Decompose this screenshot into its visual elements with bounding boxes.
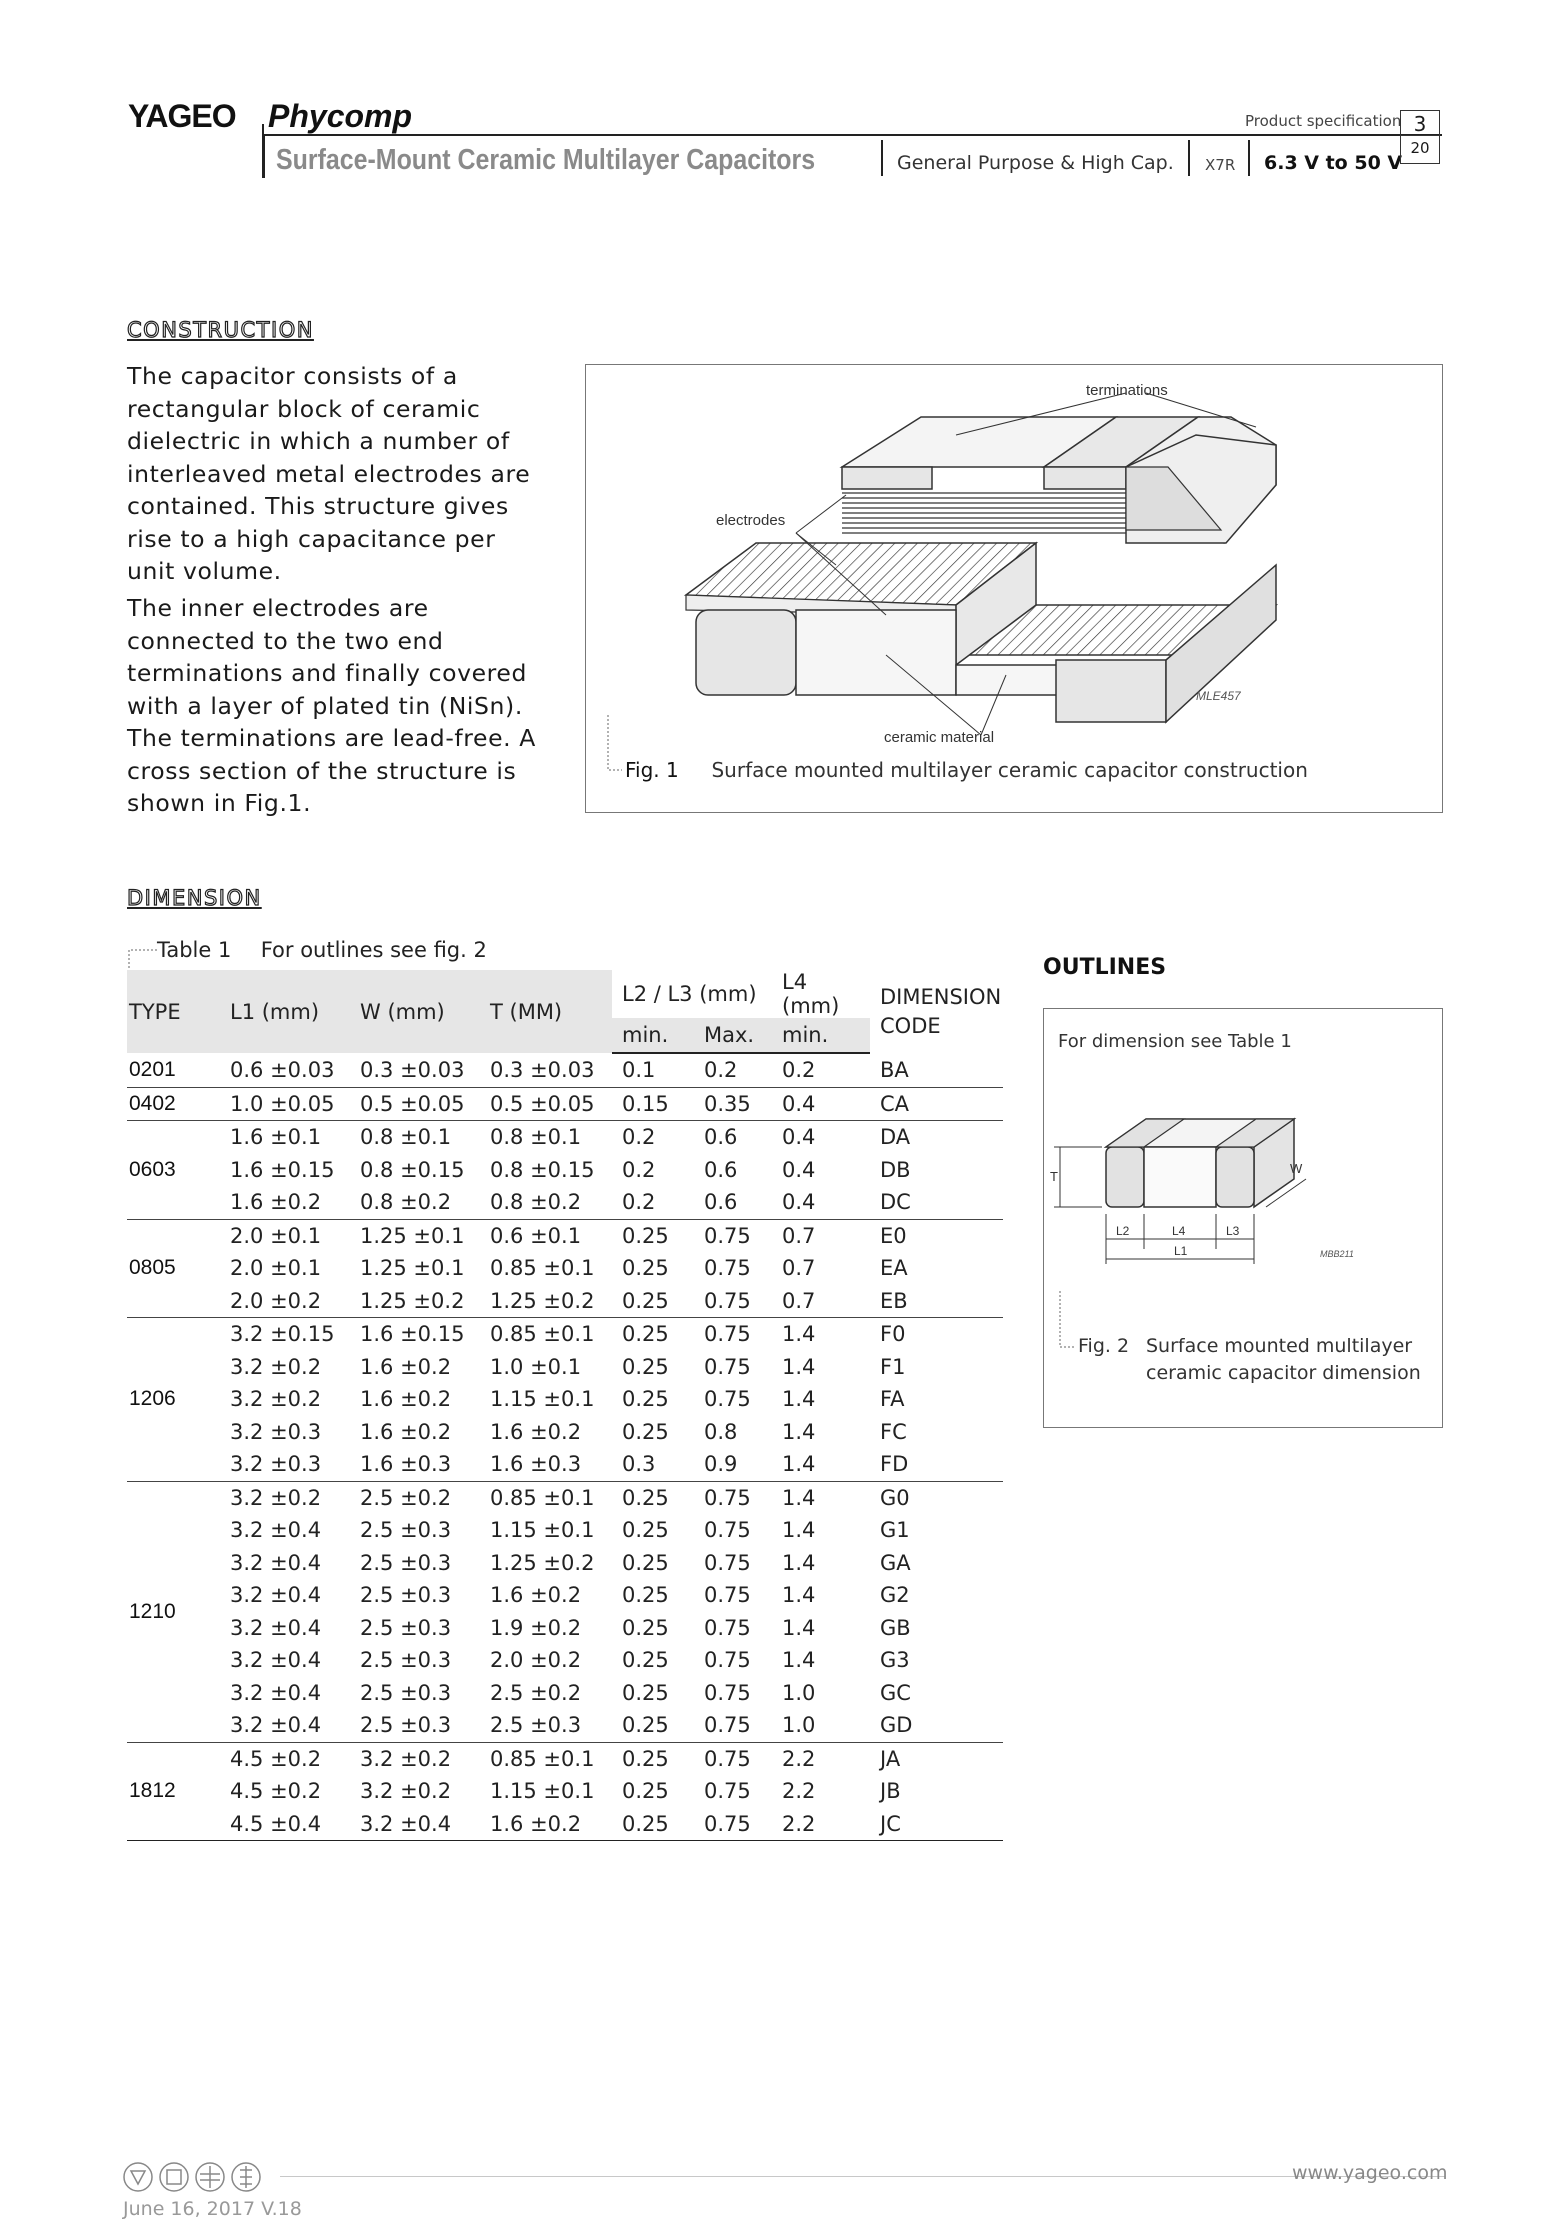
l4min-cell: 0.4 (782, 1125, 816, 1150)
l23max-cell: 0.9 (694, 1448, 772, 1481)
header-l23-max: Max. (694, 1018, 772, 1053)
w-cell: 2.5 ±0.3 (360, 1583, 452, 1608)
type-cell: 0402 (127, 1087, 220, 1121)
l23min-cell: 0.25 (612, 1709, 694, 1742)
dim-t-label: T (1050, 1169, 1058, 1184)
code-cell: F0 (880, 1322, 906, 1347)
termination-front-left (696, 610, 796, 695)
l23min-cell: 0.2 (612, 1186, 694, 1219)
w-cell: 2.5 ±0.3 (360, 1518, 452, 1543)
l23min-cell: 0.25 (622, 1518, 669, 1543)
l1-cell: 1.6 ±0.1 (230, 1125, 322, 1150)
t-cell: 0.8 ±0.1 (490, 1125, 582, 1150)
l23min-cell: 0.25 (622, 1256, 669, 1281)
table-1-label: Table 1 (157, 938, 232, 962)
t-cell: 0.6 ±0.1 (490, 1223, 582, 1248)
l4min-cell: 1.4 (782, 1354, 816, 1379)
l1-cell: 2.0 ±0.1 (230, 1256, 322, 1281)
dimension-heading: DIMENSION (127, 886, 262, 910)
w-cell: 3.2 ±0.2 (360, 1779, 452, 1804)
l1-cell: 4.5 ±0.4 (220, 1808, 350, 1841)
l23min-cell: 0.25 (622, 1583, 669, 1608)
code-cell: EA (880, 1256, 908, 1281)
figure-2-caption-line-2: ceramic capacitor dimension (1146, 1362, 1421, 1384)
t-cell: 1.6 ±0.2 (480, 1808, 612, 1841)
code-cell: GA (880, 1550, 911, 1575)
l1-cell: 1.6 ±0.15 (230, 1157, 335, 1182)
table-row (127, 1775, 1003, 1808)
code-cell: JB (880, 1779, 901, 1804)
l23min-cell: 0.25 (622, 1223, 669, 1248)
w-cell: 1.6 ±0.2 (360, 1354, 452, 1379)
l1-cell: 3.2 ±0.2 (230, 1485, 322, 1510)
product-title: Surface-Mount Ceramic Multilayer Capacitors (276, 144, 816, 176)
w-cell: 2.5 ±0.3 (360, 1648, 452, 1673)
l23max-cell: 0.75 (704, 1485, 751, 1510)
l1-cell: 3.2 ±0.4 (230, 1583, 322, 1608)
l4min-cell: 1.4 (782, 1387, 816, 1412)
t-cell: 0.85 ±0.1 (490, 1322, 595, 1347)
l23max-cell: 0.75 (704, 1550, 751, 1575)
code-cell: FA (880, 1387, 905, 1412)
code-cell: GD (870, 1709, 1003, 1742)
t-cell: 0.85 ±0.1 (490, 1485, 595, 1510)
table-row (127, 1154, 1003, 1187)
l1-cell: 3.2 ±0.3 (220, 1448, 350, 1481)
l23max-cell: 0.6 (704, 1157, 738, 1182)
l23min-cell: 0.25 (622, 1746, 669, 1771)
l23max-cell: 0.75 (704, 1223, 751, 1248)
code-cell: CA (870, 1087, 1003, 1121)
t-cell: 2.5 ±0.3 (480, 1709, 612, 1742)
w-cell: 2.5 ±0.3 (360, 1680, 452, 1705)
table-row (127, 1547, 1003, 1580)
header-sep-2 (1188, 140, 1190, 176)
l23max-cell: 0.75 (694, 1285, 772, 1318)
l1-cell: 3.2 ±0.15 (230, 1322, 335, 1347)
page-number-box (1400, 110, 1440, 164)
t-cell: 1.6 ±0.3 (480, 1448, 612, 1481)
table-row (127, 1087, 1003, 1121)
table-1-caption: For outlines see fig. 2 (260, 938, 487, 962)
l4min-cell: 2.2 (782, 1779, 816, 1804)
l23min-cell: 0.25 (612, 1285, 694, 1318)
l23min-cell: 0.25 (622, 1485, 669, 1510)
l23min-cell: 0.2 (622, 1125, 656, 1150)
header-w: W (mm) (350, 970, 480, 1053)
code-cell: G2 (880, 1583, 910, 1608)
l4min-cell: 1.0 (772, 1709, 870, 1742)
table-row (127, 1579, 1003, 1612)
figure-2-caption-line-1: Surface mounted multilayer (1146, 1335, 1413, 1357)
l4min-cell: 1.4 (782, 1419, 816, 1444)
l23min-cell: 0.25 (622, 1648, 669, 1673)
t-cell: 0.85 ±0.1 (490, 1746, 595, 1771)
terminations-label: terminations (1086, 382, 1168, 399)
l4min-cell: 0.7 (782, 1223, 816, 1248)
l23max-cell: 0.75 (704, 1518, 751, 1543)
l23max-cell: 0.2 (694, 1053, 772, 1087)
t-cell: 1.25 ±0.2 (480, 1285, 612, 1318)
l23max-cell: 0.75 (694, 1709, 772, 1742)
w-cell: 1.6 ±0.3 (350, 1448, 480, 1481)
code-cell: JA (880, 1746, 901, 1771)
l23max-cell: 0.75 (704, 1615, 751, 1640)
product-category: General Purpose & High Cap. (897, 152, 1174, 174)
t-cell: 2.0 ±0.2 (490, 1648, 582, 1673)
l23min-cell: 0.25 (612, 1808, 694, 1841)
dimension-table-body (127, 1053, 1003, 1841)
table-row (127, 1416, 1003, 1449)
l23max-cell: 0.6 (694, 1186, 772, 1219)
table-row (127, 1709, 1003, 1742)
l4min-cell: 0.4 (772, 1186, 870, 1219)
table-row (127, 1514, 1003, 1547)
l1-cell: 1.6 ±0.2 (220, 1186, 350, 1219)
l23max-cell: 0.8 (704, 1419, 738, 1444)
table-row (127, 1285, 1003, 1318)
termination-left (1106, 1147, 1144, 1207)
dim-w-label: W (1290, 1161, 1303, 1176)
w-cell: 1.6 ±0.2 (360, 1419, 452, 1444)
w-cell: 1.25 ±0.2 (350, 1285, 480, 1318)
code-cell: EB (870, 1285, 1003, 1318)
header-type: TYPE (127, 970, 220, 1053)
l23max-cell: 0.75 (704, 1354, 751, 1379)
l1-cell: 3.2 ±0.4 (230, 1550, 322, 1575)
l4min-cell: 1.4 (782, 1615, 816, 1640)
header-l4: L4 (mm) (772, 970, 870, 1018)
figure-2-code: MBB211 (1320, 1249, 1354, 1259)
code-cell: BA (870, 1053, 1003, 1087)
header-l23-min: min. (612, 1018, 694, 1053)
table-row (127, 1808, 1003, 1841)
table-row (127, 1318, 1003, 1351)
header-t: T (MM) (480, 970, 612, 1053)
type-cell: 1210 (127, 1481, 220, 1742)
termination-front-right (1056, 660, 1166, 722)
header-rule (262, 134, 1442, 136)
w-cell: 1.6 ±0.15 (360, 1322, 465, 1347)
l1-cell: 3.2 ±0.3 (230, 1419, 322, 1444)
code-cell: G0 (880, 1485, 910, 1510)
l23min-cell: 0.25 (622, 1680, 669, 1705)
code-cell: G3 (880, 1648, 910, 1673)
l23min-cell: 0.25 (622, 1779, 669, 1804)
l4min-cell: 1.4 (782, 1583, 816, 1608)
l1-cell: 3.2 ±0.2 (230, 1354, 322, 1379)
figure-1-frame (585, 364, 1443, 813)
w-cell: 1.25 ±0.1 (360, 1256, 465, 1281)
type-cell: 0201 (127, 1053, 220, 1087)
type-cell: 1812 (127, 1742, 220, 1841)
table-row (127, 1677, 1003, 1710)
l1-cell: 1.0 ±0.05 (220, 1087, 350, 1121)
t-cell: 0.8 ±0.15 (490, 1157, 595, 1182)
voltage-range: 6.3 V to 50 V (1264, 152, 1403, 174)
l4min-cell: 0.4 (772, 1087, 870, 1121)
table-row (127, 1219, 1003, 1252)
l23min-cell: 0.25 (622, 1387, 669, 1412)
dim-l2-label: L2 (1116, 1224, 1130, 1238)
l1-cell: 2.0 ±0.1 (230, 1223, 322, 1248)
l4min-cell: 1.0 (782, 1680, 816, 1705)
l23max-cell: 0.75 (704, 1746, 751, 1771)
t-cell: 0.8 ±0.2 (480, 1186, 612, 1219)
l4min-cell: 1.4 (782, 1648, 816, 1673)
t-cell: 2.5 ±0.2 (490, 1680, 582, 1705)
t-cell: 1.6 ±0.2 (490, 1419, 582, 1444)
l4min-cell: 1.4 (782, 1485, 816, 1510)
l4min-cell: 0.7 (772, 1285, 870, 1318)
figure-1-number: Fig. 1 (625, 758, 679, 782)
l23max-cell: 0.35 (694, 1087, 772, 1121)
l4min-cell: 2.2 (782, 1746, 816, 1771)
total-pages: 20 (1410, 139, 1430, 157)
construction-paragraph-1: The capacitor consists of a rectangular block of ceramic dielectric in which a number of interleaved metal electrodes are contained. This structure gives rise to a high capacitance per unit volume. (127, 362, 531, 585)
l23max-cell: 0.75 (704, 1387, 751, 1412)
t-cell: 1.15 ±0.1 (490, 1779, 595, 1804)
w-cell: 1.25 ±0.1 (360, 1223, 465, 1248)
figure-2-frame (1043, 1008, 1443, 1428)
t-cell: 1.6 ±0.2 (490, 1583, 582, 1608)
l1-cell: 3.2 ±0.4 (230, 1648, 322, 1673)
l1-cell: 4.5 ±0.2 (230, 1779, 322, 1804)
figure-1-caption: Surface mounted multilayer ceramic capacitor construction (711, 758, 1308, 782)
header-sep-1 (881, 140, 883, 176)
w-cell: 0.5 ±0.05 (350, 1087, 480, 1121)
header-l4-min: min. (772, 1018, 870, 1053)
w-cell: 2.5 ±0.2 (360, 1485, 452, 1510)
header-sep-3 (1248, 140, 1250, 176)
code-cell: GB (880, 1615, 911, 1640)
code-cell: FD (870, 1448, 1003, 1481)
dimension-table (127, 970, 1003, 1841)
table-row (127, 1742, 1003, 1775)
header-l1: L1 (mm) (220, 970, 350, 1053)
code-cell: DB (880, 1157, 911, 1182)
l4min-cell: 0.2 (772, 1053, 870, 1087)
code-cell: JC (870, 1808, 1003, 1841)
table-row (127, 1186, 1003, 1219)
table-1-title-row (157, 938, 487, 962)
w-cell: 0.8 ±0.2 (350, 1186, 480, 1219)
capacitor-construction-drawing (586, 365, 1442, 812)
l4min-cell: 1.4 (782, 1550, 816, 1575)
header-l2-l3: L2 / L3 (mm) (612, 970, 772, 1018)
l4min-cell: 1.4 (782, 1322, 816, 1347)
dim-l1-label: L1 (1174, 1244, 1188, 1258)
type-cell: 0603 (127, 1121, 220, 1220)
t-cell: 1.25 ±0.2 (490, 1550, 595, 1575)
w-cell: 2.5 ±0.3 (360, 1550, 452, 1575)
l23min-cell: 0.25 (622, 1322, 669, 1347)
header-dimension-code: DIMENSION CODE (870, 970, 1003, 1053)
l23min-cell: 0.15 (612, 1087, 694, 1121)
l1-cell: 3.2 ±0.2 (230, 1387, 322, 1412)
l1-cell: 3.2 ±0.4 (230, 1615, 322, 1640)
l1-cell: 2.0 ±0.2 (220, 1285, 350, 1318)
table-row (127, 1448, 1003, 1481)
table-row (127, 1252, 1003, 1285)
w-cell: 2.5 ±0.3 (350, 1709, 480, 1742)
figure-2-number: Fig. 2 (1078, 1335, 1130, 1357)
code-cell: DA (880, 1125, 911, 1150)
table-row (127, 1481, 1003, 1514)
w-cell: 1.6 ±0.2 (360, 1387, 452, 1412)
w-cell: 2.5 ±0.3 (360, 1615, 452, 1640)
dielectric-label: X7R (1205, 156, 1236, 174)
code-cell: F1 (880, 1354, 906, 1379)
t-cell: 1.15 ±0.1 (490, 1387, 595, 1412)
table-row (127, 1351, 1003, 1384)
l23max-cell: 0.75 (704, 1680, 751, 1705)
l23min-cell: 0.2 (622, 1157, 656, 1182)
code-cell: GC (880, 1680, 911, 1705)
code-cell: E0 (880, 1223, 907, 1248)
l23max-cell: 0.75 (704, 1256, 751, 1281)
table-row (127, 1053, 1003, 1087)
dim-l4-label: L4 (1172, 1224, 1186, 1238)
l1-cell: 3.2 ±0.4 (230, 1680, 322, 1705)
termination-right (1216, 1147, 1254, 1207)
l23min-cell: 0.25 (622, 1615, 669, 1640)
t-cell: 0.3 ±0.03 (480, 1053, 612, 1087)
t-cell: 1.0 ±0.1 (490, 1354, 582, 1379)
l23min-cell: 0.25 (622, 1550, 669, 1575)
type-cell: 0805 (127, 1219, 220, 1318)
figure-1-code: MLE457 (1196, 689, 1241, 703)
termination-top-left (842, 467, 932, 489)
w-cell: 0.3 ±0.03 (350, 1053, 480, 1087)
table-row (127, 1644, 1003, 1677)
header-left-tick (262, 134, 265, 178)
l1-cell: 4.5 ±0.2 (230, 1746, 322, 1771)
t-cell: 1.15 ±0.1 (490, 1518, 595, 1543)
l23max-cell: 0.6 (704, 1125, 738, 1150)
electrodes-label: electrodes (716, 512, 786, 529)
w-cell: 3.2 ±0.2 (360, 1746, 452, 1771)
w-cell: 0.8 ±0.1 (360, 1125, 452, 1150)
w-cell: 0.8 ±0.15 (360, 1157, 465, 1182)
type-cell: 1206 (127, 1318, 220, 1482)
l1-cell: 3.2 ±0.4 (220, 1709, 350, 1742)
brand-logo-yageo: YAGEO (128, 98, 236, 134)
t-cell: 0.85 ±0.1 (490, 1256, 595, 1281)
figure-1-caption-row (625, 758, 1308, 782)
construction-paragraph-2: The inner electrodes are connected to the two end terminations and finally covered with a layer of plated tin (NiSn). The terminations are lead-free. A cross section of the structure is shown in Fig.1. (127, 594, 536, 817)
l1-cell: 0.6 ±0.03 (220, 1053, 350, 1087)
table-row (127, 1612, 1003, 1645)
l23min-cell: 0.25 (622, 1354, 669, 1379)
outlines-heading: OUTLINES (1043, 955, 1167, 980)
l23max-cell: 0.75 (694, 1808, 772, 1841)
code-cell: FC (880, 1419, 907, 1444)
brand-logo-phycomp: Phycomp (268, 98, 413, 134)
l4min-cell: 1.4 (772, 1448, 870, 1481)
code-cell: DC (870, 1186, 1003, 1219)
table-row (127, 1121, 1003, 1154)
page-number: 3 (1401, 111, 1439, 136)
dim-l3-label: L3 (1226, 1224, 1240, 1238)
l23max-cell: 0.75 (704, 1322, 751, 1347)
l23max-cell: 0.75 (704, 1583, 751, 1608)
code-cell: G1 (880, 1518, 910, 1543)
footer-date: June 16, 2017 V.18 (123, 2198, 302, 2220)
l23min-cell: 0.1 (612, 1053, 694, 1087)
l23min-cell: 0.25 (622, 1419, 669, 1444)
l4min-cell: 2.2 (772, 1808, 870, 1841)
outlines-note: For dimension see Table 1 (1058, 1031, 1292, 1052)
footer-url[interactable]: www.yageo.com (1292, 2162, 1448, 2184)
l4min-cell: 0.4 (782, 1157, 816, 1182)
doc-type-label: Product specification (1245, 112, 1402, 130)
w-cell: 3.2 ±0.4 (350, 1808, 480, 1841)
l4min-cell: 0.7 (782, 1256, 816, 1281)
l23max-cell: 0.75 (704, 1648, 751, 1673)
table-row (127, 1383, 1003, 1416)
footer-rule (280, 2176, 1445, 2177)
l23max-cell: 0.75 (704, 1779, 751, 1804)
t-cell: 1.9 ±0.2 (490, 1615, 582, 1640)
ceramic-material-label: ceramic material (884, 729, 995, 746)
l4min-cell: 1.4 (782, 1518, 816, 1543)
certification-icons (122, 2160, 282, 2194)
t-cell: 0.5 ±0.05 (480, 1087, 612, 1121)
l23min-cell: 0.3 (612, 1448, 694, 1481)
l1-cell: 3.2 ±0.4 (230, 1518, 322, 1543)
termination-top-right (1044, 467, 1126, 489)
construction-heading: CONSTRUCTION (127, 318, 314, 342)
